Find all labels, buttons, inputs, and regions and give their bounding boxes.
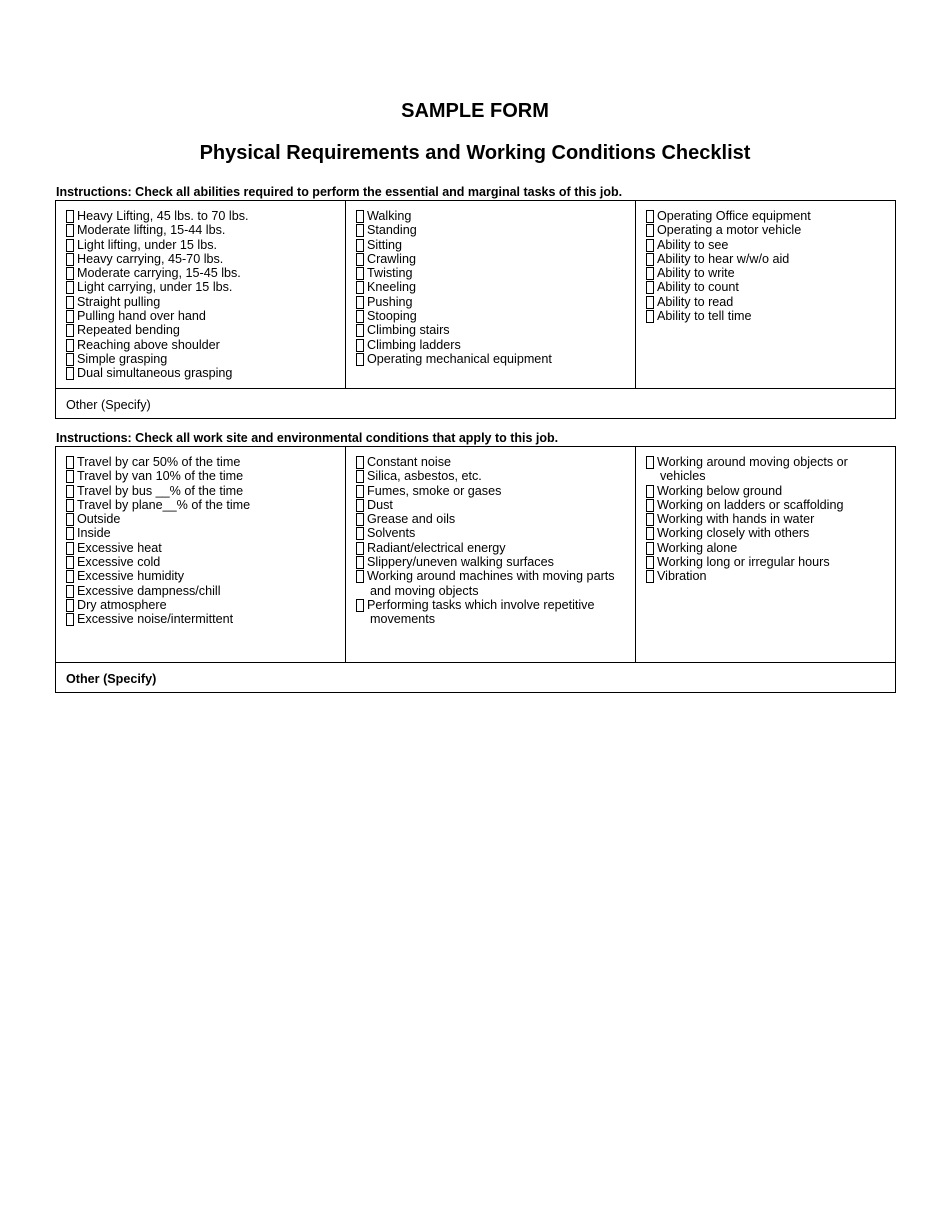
checklist-item (646, 252, 889, 266)
checklist-item (66, 209, 339, 223)
checklist-item-label: Slippery/uneven walking surfaces (367, 555, 554, 570)
checklist-item (356, 455, 629, 469)
checklist-item-label: Excessive dampness/chill (77, 583, 221, 598)
abilities-list-1 (66, 209, 339, 381)
checklist-item-label: Moderate carrying, 15-45 lbs. (77, 266, 241, 281)
checkbox[interactable] (66, 281, 74, 294)
checklist-item-label: Excessive noise/intermittent (77, 612, 234, 627)
checkbox[interactable] (356, 499, 364, 512)
checklist-item (646, 484, 889, 498)
checkbox[interactable] (66, 599, 74, 612)
checklist-item (66, 295, 339, 309)
checklist-item (66, 484, 339, 498)
checklist-item-label: Dust (367, 497, 393, 512)
abilities-column-2 (346, 201, 636, 389)
checklist-item-label: Standing (367, 223, 417, 238)
checklist-item (66, 309, 339, 323)
abilities-other-specify[interactable]: Other (Specify) (56, 389, 896, 419)
checklist-item (66, 498, 339, 512)
checklist-item (66, 252, 339, 266)
checkbox[interactable] (356, 570, 364, 583)
abilities-other-row (56, 389, 896, 419)
checkbox[interactable] (66, 570, 74, 583)
checkbox[interactable] (356, 513, 364, 526)
conditions-items-row (56, 447, 896, 663)
checkbox[interactable] (646, 253, 654, 266)
checklist-item-label: Working long or irregular hours (657, 555, 830, 570)
checklist-item-label: Climbing ladders (367, 337, 461, 352)
checklist-item (356, 498, 629, 512)
checkbox[interactable] (66, 253, 74, 266)
checkbox[interactable] (356, 542, 364, 555)
checklist-item (66, 352, 339, 366)
checklist-item-label: Repeated bending (77, 323, 180, 338)
checklist-item-label: Operating Office equipment (657, 209, 811, 223)
checklist-item (66, 541, 339, 555)
checklist-item-label: Excessive cold (77, 555, 161, 570)
checklist-item-label: Dual simultaneous grasping (77, 366, 233, 381)
checkbox[interactable] (66, 556, 74, 569)
checklist-item-label: Reaching above shoulder (77, 337, 220, 352)
checkbox[interactable] (66, 470, 74, 483)
checklist-item-label: Dry atmosphere (77, 597, 167, 612)
checklist-item (66, 612, 339, 626)
checkbox[interactable] (66, 353, 74, 366)
abilities-table (55, 200, 896, 419)
abilities-column-3 (636, 201, 896, 389)
checklist-item (646, 498, 889, 512)
checklist-item (66, 512, 339, 526)
checklist-item (646, 512, 889, 526)
conditions-instructions: Instructions: Check all work site and environmental conditions that apply to this job. (56, 431, 559, 445)
checklist-item-label: Working alone (657, 540, 738, 555)
checklist-item-label: Ability to see (657, 237, 729, 252)
checkbox[interactable] (356, 253, 364, 266)
checkbox[interactable] (66, 456, 74, 469)
abilities-list-3 (646, 209, 889, 323)
checkbox[interactable] (66, 542, 74, 555)
checklist-item-label: Kneeling (367, 280, 417, 295)
checkbox[interactable] (356, 224, 364, 237)
checklist-item (356, 555, 629, 569)
checkbox[interactable] (646, 296, 654, 309)
abilities-list-2 (356, 209, 629, 366)
checklist-item (66, 598, 339, 612)
checklist-item (646, 455, 889, 484)
checklist-item-label: Travel by van 10% of the time (77, 469, 244, 484)
checkbox[interactable] (646, 224, 654, 237)
checkbox[interactable] (66, 296, 74, 309)
checkbox[interactable] (66, 499, 74, 512)
checkbox[interactable] (356, 599, 364, 612)
checkbox[interactable] (646, 542, 654, 555)
checkbox[interactable] (66, 367, 74, 380)
checklist-item (646, 280, 889, 294)
conditions-column-1 (56, 447, 346, 663)
checklist-item-label: Pulling hand over hand (77, 309, 206, 324)
checklist-item (646, 295, 889, 309)
conditions-column-3 (636, 447, 896, 663)
checklist-item (356, 526, 629, 540)
checkbox[interactable] (356, 556, 364, 569)
checklist-item-label: Vibration (657, 569, 707, 584)
checklist-item-label: Climbing stairs (367, 323, 450, 338)
checkbox[interactable] (356, 485, 364, 498)
checkbox[interactable] (66, 585, 74, 598)
checklist-item-label: Outside (77, 512, 121, 527)
checklist-item-label: Simple grasping (77, 351, 168, 366)
checklist-item-label: Crawling (367, 251, 416, 266)
checklist-item-label: Walking (367, 209, 412, 223)
checklist-item-label: Ability to write (657, 266, 735, 281)
checklist-item-label: Fumes, smoke or gases (367, 483, 502, 498)
checklist-item-label: Excessive humidity (77, 569, 185, 584)
checklist-item-label: Working with hands in water (657, 512, 815, 527)
checklist-item (66, 569, 339, 583)
conditions-list-3 (646, 455, 889, 584)
checklist-item-label: Light carrying, under 15 lbs. (77, 280, 233, 295)
checklist-item (356, 323, 629, 337)
checklist-item-label: Travel by plane__% of the time (77, 497, 251, 512)
checkbox[interactable] (356, 339, 364, 352)
checklist-item (356, 209, 629, 223)
checkbox[interactable] (356, 210, 364, 223)
checklist-item (66, 526, 339, 540)
checklist-item (646, 238, 889, 252)
checklist-item (356, 469, 629, 483)
checklist-item (356, 266, 629, 280)
checkbox[interactable] (66, 613, 74, 626)
checklist-item (646, 266, 889, 280)
checklist-item-label: Excessive heat (77, 540, 162, 555)
checklist-item-label: Working closely with others (657, 526, 810, 541)
form-subtitle: Physical Requirements and Working Conditions Checklist (199, 142, 751, 164)
checkbox[interactable] (66, 224, 74, 237)
checkbox[interactable] (66, 267, 74, 280)
checkbox[interactable] (66, 239, 74, 252)
checklist-item (356, 484, 629, 498)
checklist-item (66, 555, 339, 569)
checklist-item (646, 309, 889, 323)
checklist-item (66, 366, 339, 380)
checkbox[interactable] (356, 324, 364, 337)
checklist-item-label: Ability to tell time (657, 309, 752, 324)
checklist-item-label: Sitting (367, 237, 403, 252)
checkbox[interactable] (356, 281, 364, 294)
checklist-item-label: Operating mechanical equipment (367, 351, 552, 366)
checkbox[interactable] (356, 527, 364, 540)
checklist-item (66, 323, 339, 337)
checkbox[interactable] (646, 513, 654, 526)
checkbox[interactable] (356, 239, 364, 252)
checkbox[interactable] (66, 527, 74, 540)
checklist-item-label: Working around moving objects or (657, 455, 848, 469)
checklist-item (66, 584, 339, 598)
checklist-item-label: Twisting (367, 266, 413, 281)
checklist-item (646, 526, 889, 540)
conditions-list-2 (356, 455, 629, 627)
checklist-item-label: Silica, asbestos, etc. (367, 469, 482, 484)
checklist-item (66, 280, 339, 294)
checklist-item (646, 541, 889, 555)
checkbox[interactable] (646, 210, 654, 223)
checklist-item (356, 512, 629, 526)
checklist-item (66, 455, 339, 469)
checklist-item (66, 223, 339, 237)
checkbox[interactable] (646, 456, 654, 469)
checklist-item (356, 280, 629, 294)
checklist-item (66, 469, 339, 483)
checklist-item (646, 209, 889, 223)
checklist-item-label: Stooping (367, 309, 417, 324)
checklist-item (646, 223, 889, 237)
checklist-item (356, 338, 629, 352)
checkbox[interactable] (356, 353, 364, 366)
checklist-item (66, 266, 339, 280)
form-title: SAMPLE FORM (401, 100, 549, 122)
checklist-item-label: Travel by car 50% of the time (77, 455, 241, 469)
checklist-item-label: Heavy carrying, 45-70 lbs. (77, 251, 224, 266)
checklist-item-label: Grease and oils (367, 512, 456, 527)
checkbox[interactable] (356, 310, 364, 323)
checkbox[interactable] (66, 310, 74, 323)
checkbox[interactable] (66, 324, 74, 337)
checklist-item (66, 238, 339, 252)
checklist-item-label: Operating a motor vehicle (657, 223, 802, 238)
abilities-column-1 (56, 201, 346, 389)
checklist-item-label: Light lifting, under 15 lbs. (77, 237, 218, 252)
conditions-other-row (56, 663, 896, 693)
checklist-item (646, 569, 889, 583)
checklist-item-label-continued: vehicles (660, 469, 706, 484)
checkbox[interactable] (66, 485, 74, 498)
checkbox[interactable] (356, 456, 364, 469)
conditions-list-1 (66, 455, 339, 627)
checkbox[interactable] (646, 527, 654, 540)
checklist-item (66, 338, 339, 352)
checklist-item-label: Inside (77, 526, 111, 541)
checklist-item-label: Working around machines with moving parts (367, 569, 615, 584)
checklist-item (356, 295, 629, 309)
checklist-item-label: Travel by bus __% of the time (77, 483, 244, 498)
checklist-item (646, 555, 889, 569)
checklist-item-label: Constant noise (367, 455, 452, 469)
checklist-item-label: Heavy Lifting, 45 lbs. to 70 lbs. (77, 209, 249, 223)
conditions-column-2 (346, 447, 636, 663)
checklist-item-label-continued: movements (370, 612, 436, 627)
checkbox[interactable] (646, 570, 654, 583)
checklist-item-label: Performing tasks which involve repetitive (367, 597, 595, 612)
checklist-item (356, 352, 629, 366)
abilities-items-row (56, 201, 896, 389)
checkbox[interactable] (646, 281, 654, 294)
checklist-item-label: Moderate lifting, 15-44 lbs. (77, 223, 226, 238)
checklist-item (356, 598, 629, 627)
checkbox[interactable] (66, 339, 74, 352)
checklist-item-label: Radiant/electrical energy (367, 540, 506, 555)
checklist-item-label: Solvents (367, 526, 416, 541)
checkbox[interactable] (646, 267, 654, 280)
checklist-item-label: Working below ground (657, 483, 783, 498)
checkbox[interactable] (646, 499, 654, 512)
checklist-item-label: Ability to read (657, 294, 734, 309)
checkbox[interactable] (646, 485, 654, 498)
checklist-item (356, 252, 629, 266)
checklist-item-label: Pushing (367, 294, 413, 309)
conditions-table (55, 446, 896, 693)
checklist-item-label-continued: and moving objects (370, 583, 479, 598)
checkbox[interactable] (646, 239, 654, 252)
checkbox[interactable] (356, 470, 364, 483)
checklist-item (356, 238, 629, 252)
checkbox[interactable] (646, 556, 654, 569)
checklist-item-label: Straight pulling (77, 294, 161, 309)
checklist-item (356, 309, 629, 323)
conditions-other-specify[interactable]: Other (Specify) (56, 663, 896, 693)
checklist-item-label: Working on ladders or scaffolding (657, 497, 844, 512)
checkbox[interactable] (356, 296, 364, 309)
checkbox[interactable] (646, 310, 654, 323)
checklist-item (356, 541, 629, 555)
checkbox[interactable] (66, 210, 74, 223)
checkbox[interactable] (356, 267, 364, 280)
checklist-item (356, 223, 629, 237)
checklist-item-label: Ability to count (657, 280, 739, 295)
checklist-item (356, 569, 629, 598)
abilities-instructions: Instructions: Check all abilities required to perform the essential and marginal tasks of this job. (56, 185, 623, 199)
checklist-item-label: Ability to hear w/w/o aid (657, 251, 790, 266)
checkbox[interactable] (66, 513, 74, 526)
